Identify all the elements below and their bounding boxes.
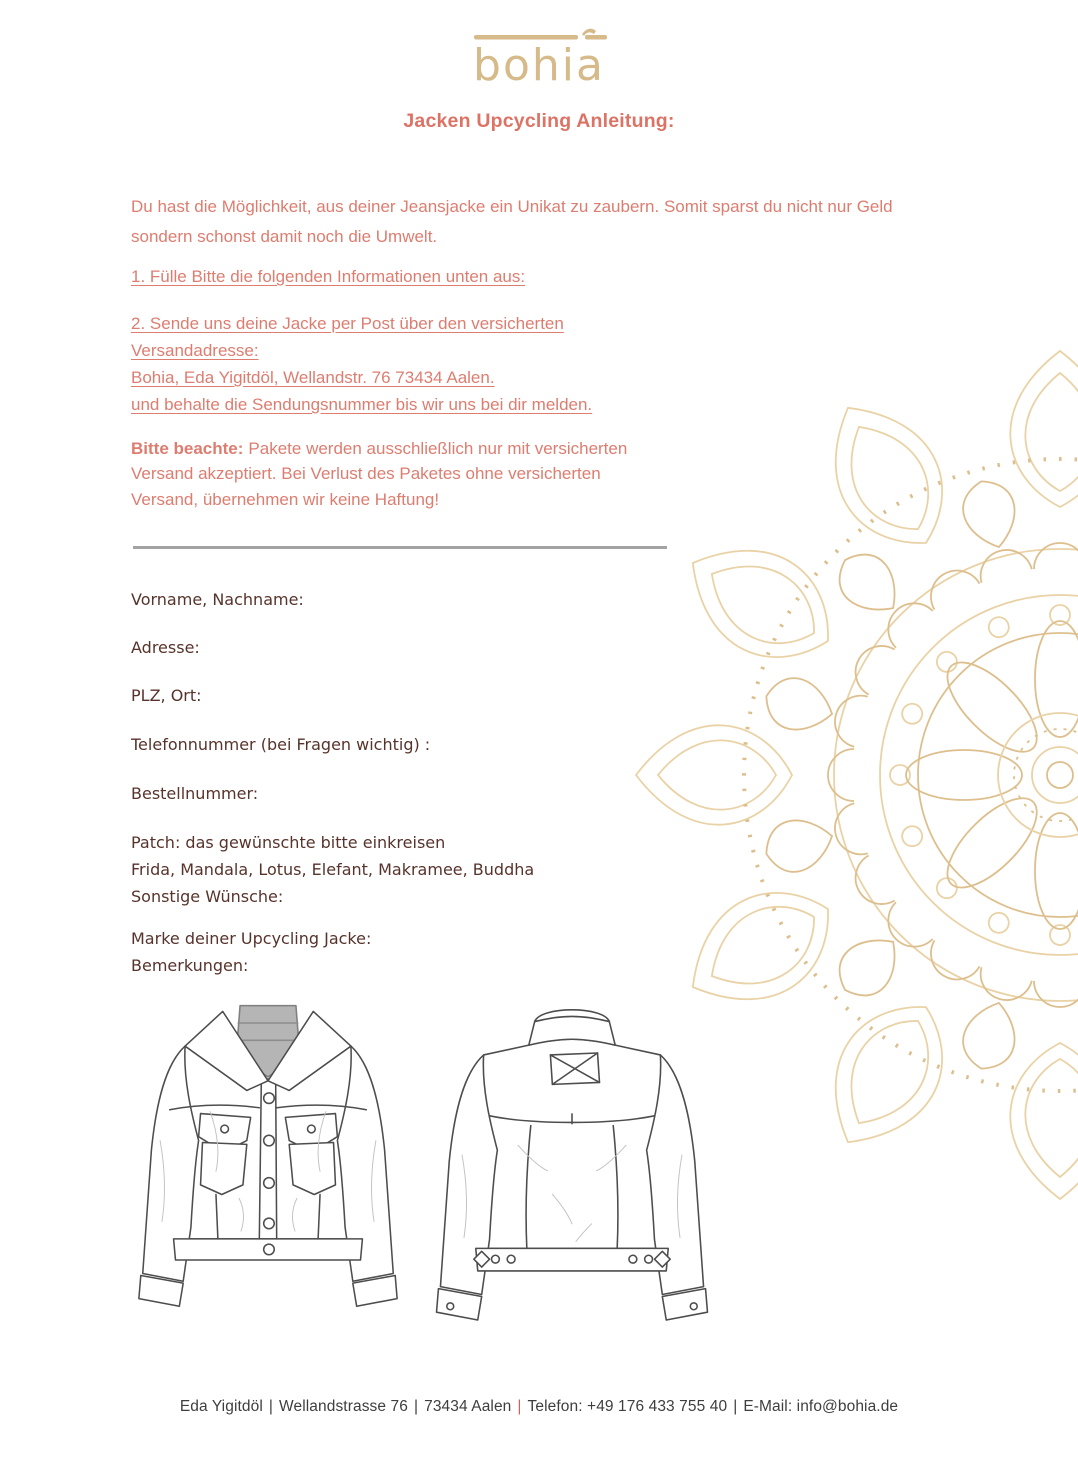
logo-accent-mark [582, 29, 596, 36]
form-label-plz-ort: PLZ, Ort: [131, 686, 202, 705]
footer-separator-accent: | [517, 1398, 522, 1415]
form-label-bestellnummer: Bestellnummer: [131, 784, 259, 803]
notice-line: Versand, übernehmen wir keine Haftung! [131, 489, 440, 509]
footer [0, 1398, 1078, 1416]
footer-phone: Telefon: +49 176 433 755 40 [527, 1398, 728, 1415]
form-label-adresse: Adresse: [131, 638, 200, 657]
notice-paragraph [131, 436, 627, 512]
form-label-patch: Patch: das gewünschte bitte einkreisen [131, 833, 446, 852]
footer-separator: | [268, 1398, 274, 1415]
jacket-back-waistband [476, 1248, 668, 1271]
jacket-front-pocket-left [199, 1114, 251, 1195]
footer-separator: | [733, 1398, 738, 1415]
form-label-vorname-nachname: Vorname, Nachname: [131, 590, 304, 609]
page-title: Jacken Upcycling Anleitung: [403, 110, 675, 132]
form-label-sonstige-wuensche: Sonstige Wünsche: [131, 887, 284, 906]
footer-street: Wellandstrasse 76 [279, 1398, 408, 1415]
jacket-front-illustration [118, 996, 418, 1314]
footer-email: E-Mail: info@bohia.de [743, 1398, 899, 1415]
step2-line: Versandadresse: [131, 341, 259, 360]
brand-logo [454, 26, 624, 92]
intro-line: sondern schonst damit noch die Umwelt. [131, 227, 438, 246]
footer-contact-name: Eda Yigitdöl [179, 1398, 263, 1415]
jacket-front-pocket-right [285, 1114, 337, 1195]
intro-line: Du hast die Möglichkeit, aus deiner Jeansjacke ein Unikat zu zaubern. Somit sparst du nicht nur Geld [131, 197, 893, 216]
instruction-step-1: 1. Fülle Bitte die folgenden Informationen unten aus: [131, 267, 526, 286]
footer-city: 73434 Aalen [424, 1398, 512, 1415]
jacket-back-collar [529, 1010, 615, 1045]
instruction-step-2 [131, 310, 592, 418]
jacket-back-illustration [422, 998, 722, 1322]
form-label-telefonnummer: Telefonnummer (bei Fragen wichtig) : [131, 735, 431, 754]
intro-paragraph [131, 192, 893, 252]
logo-text: bohia [473, 40, 605, 91]
notice-line: Pakete werden ausschließlich nur mit versicherten [248, 439, 628, 458]
step2-line: 2. Sende uns deine Jacke per Post über den versicherten [131, 314, 564, 333]
section-divider [133, 546, 667, 549]
notice-label: Bitte beachte: [131, 439, 244, 458]
form-label-bemerkungen: Bemerkungen: [131, 956, 249, 975]
logo-top-bar [474, 35, 578, 40]
form-label-marke: Marke deiner Upcycling Jacke: [131, 929, 372, 948]
footer-separator: | [413, 1398, 419, 1415]
notice-line: Versand akzeptiert. Bei Verlust des Paketes ohne versicherten [131, 464, 601, 484]
shipping-address-line: Bohia, Eda Yigitdöl, Wellandstr. 76 73434 Aalen. [131, 368, 495, 387]
form-label-patch-options: Frida, Mandala, Lotus, Elefant, Makramee, Buddha [131, 860, 535, 879]
step2-line: und behalte die Sendungsnummer bis wir uns bei dir melden. [131, 395, 593, 414]
